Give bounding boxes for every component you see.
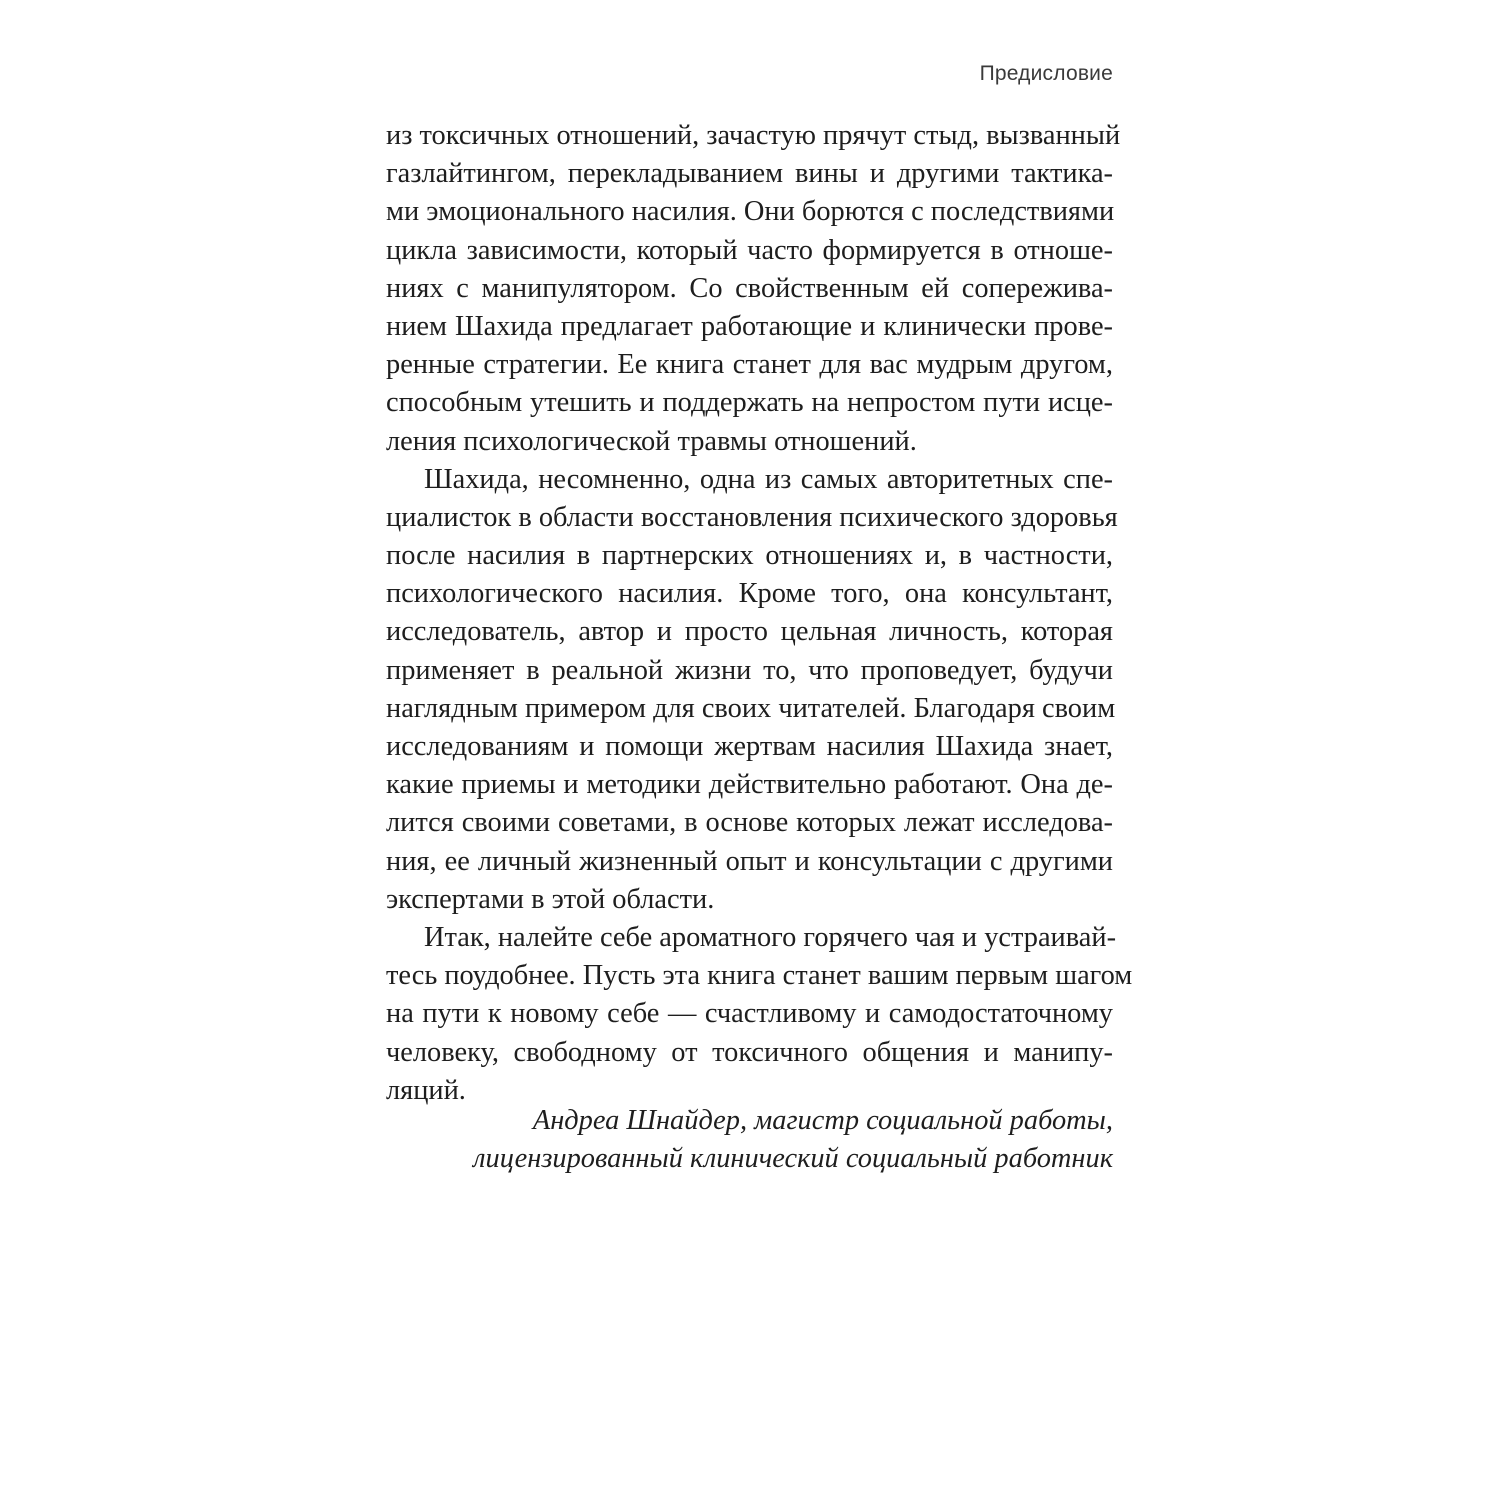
text-line: ления психологической травмы отношений. [386, 425, 917, 457]
text-line: циалисток в области восстановления психического здоровья [386, 501, 1118, 533]
text-line: человеку, свободному от токсичного общения и манипу- [386, 1036, 1113, 1068]
text-line: применяет в реальной жизни то, что проповедует, будучи [386, 654, 1113, 686]
text-line: из токсичных отношений, зачастую прячут стыд, вызванный [386, 120, 1121, 151]
text-line: после насилия в партнерских отношениях и, в частности, [386, 540, 1113, 572]
text-line: Итак, налейте себе ароматного горячего чая и устраивай- [424, 921, 1117, 953]
text-line: какие приемы и методики действительно работают. Она де- [386, 769, 1113, 801]
text-line: ми эмоционального насилия. Они борются с последствиями [386, 196, 1115, 228]
text-line: тесь поудобнее. Пусть эта книга станет вашим первым шагом [386, 960, 1133, 992]
signature-line-title: лицензированный клинический социальный работник [473, 1143, 1113, 1175]
author-signature [473, 1102, 1113, 1179]
paragraph-1 [386, 117, 1121, 461]
body-text [386, 117, 1133, 1110]
text-line: исследованиям и помощи жертвам насилия Шахида знает, [386, 731, 1113, 762]
paragraph-2 [386, 461, 1118, 919]
text-line: ния, ее личный жизненный опыт и консультации с другими [386, 845, 1113, 877]
paragraph-3 [386, 919, 1133, 1110]
text-line: газлайтингом, перекладыванием вины и другими тактика- [386, 158, 1113, 190]
text-line: нием Шахида предлагает работающие и клинически прове- [386, 310, 1113, 342]
signature-line-name: Андреа Шнайдер, магистр социальной работы, [532, 1105, 1113, 1136]
text-line: наглядным примером для своих читателей. Благодаря своим [386, 692, 1116, 724]
text-line: экспертами в этой области. [386, 883, 715, 915]
text-line: лится своими советами, в основе которых лежат исследова- [386, 807, 1113, 839]
text-line: ляций. [386, 1074, 466, 1106]
text-line: Шахида, несомненно, одна из самых авторитетных спе- [424, 463, 1113, 495]
text-line: исследователь, автор и просто цельная личность, которая [386, 616, 1113, 648]
text-line: на пути к новому себе — счастливому и самодостаточному [386, 998, 1113, 1030]
text-line: ниях с манипулятором. Со свойственным ей сопережива- [386, 272, 1113, 304]
running-header: Предисловие [979, 62, 1113, 85]
text-line: психологического насилия. Кроме того, она консультант, [386, 578, 1113, 610]
text-line: цикла зависимости, который часто формируется в отноше- [386, 234, 1113, 266]
text-line: способным утешить и поддержать на непростом пути исце- [386, 387, 1113, 419]
text-line: ренные стратегии. Ее книга станет для вас мудрым другом, [386, 349, 1113, 381]
